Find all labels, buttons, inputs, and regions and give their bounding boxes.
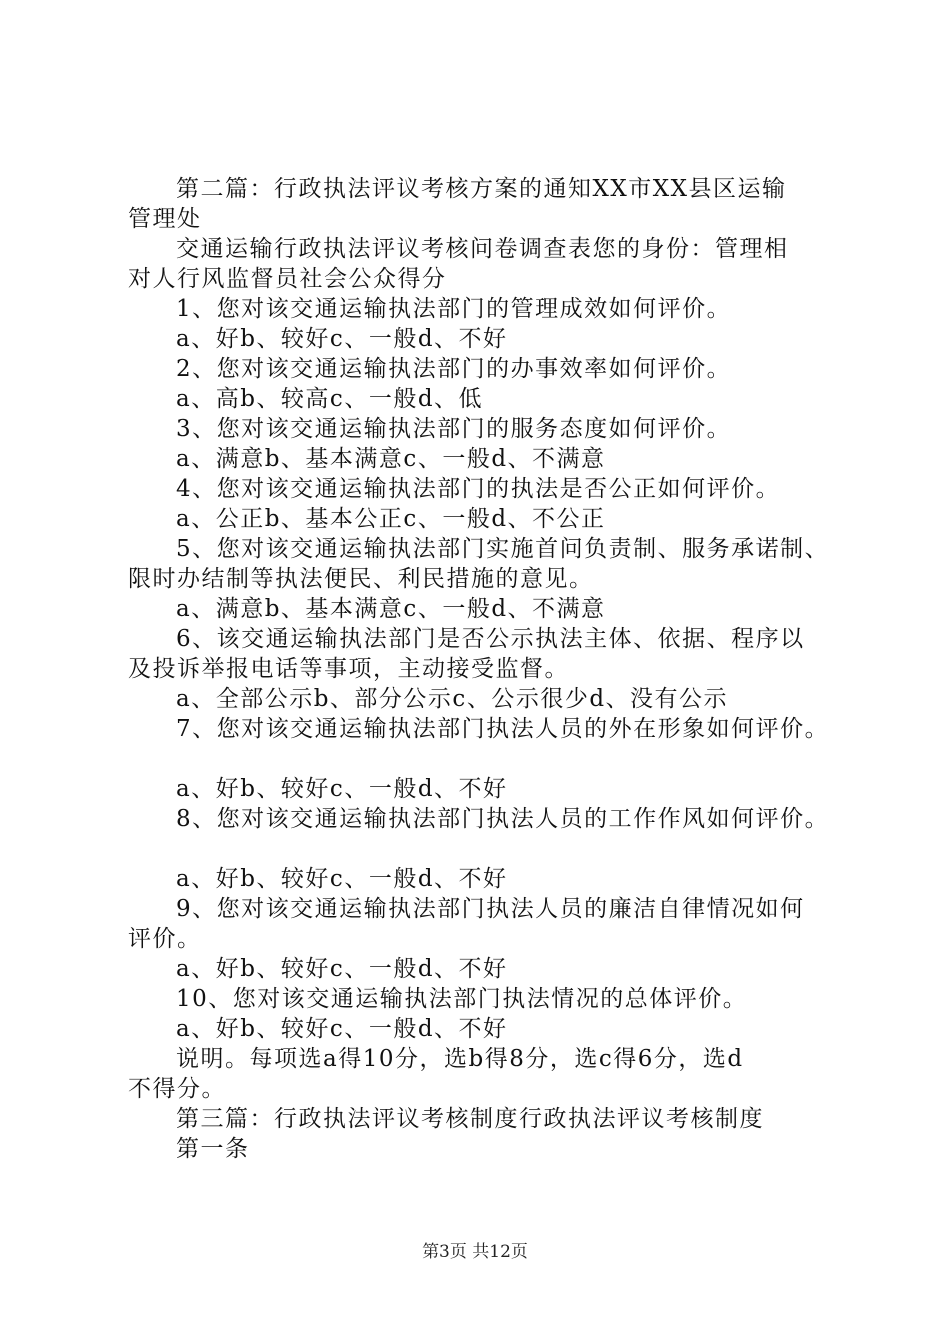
options-line: a、好b、较好c、一般d、不好: [176, 956, 508, 982]
question-line: 10、您对该交通运输执法部门执法情况的总体评价。: [176, 986, 748, 1012]
page-number: 第3页 共12页: [422, 1242, 528, 1262]
question-line: 1、您对该交通运输执法部门的管理成效如何评价。: [176, 296, 732, 322]
text-line: 第二篇：行政执法评议考核方案的通知XX市XX县区运输: [176, 176, 787, 202]
options-line: a、好b、较好c、一般d、不好: [176, 326, 508, 352]
question-line: 7、您对该交通运输执法部门执法人员的外在形象如何评价。: [176, 716, 830, 742]
scoring-note-line: 说明。每项选a得10分，选b得8分，选c得6分，选d: [176, 1046, 744, 1072]
question-line: 2、您对该交通运输执法部门的办事效率如何评价。: [176, 356, 732, 382]
article-line: 第一条: [176, 1136, 250, 1162]
question-line: 6、该交通运输执法部门是否公示执法主体、依据、程序以: [176, 626, 805, 652]
question-line: 评价。: [128, 926, 202, 952]
section-heading-line: 第三篇：行政执法评议考核制度行政执法评议考核制度: [176, 1106, 764, 1132]
options-line: a、满意b、基本满意c、一般d、不满意: [176, 446, 606, 472]
options-line: a、好b、较好c、一般d、不好: [176, 866, 508, 892]
blank-line: [128, 834, 833, 864]
options-line: a、全部公示b、部分公示c、公示很少d、没有公示: [176, 686, 729, 712]
options-line: a、满意b、基本满意c、一般d、不满意: [176, 596, 606, 622]
scoring-note-line: 不得分。: [128, 1076, 226, 1102]
options-line: a、高b、较高c、一般d、低: [176, 386, 484, 412]
question-line: 8、您对该交通运输执法部门执法人员的工作作风如何评价。: [176, 806, 830, 832]
text-line: 管理处: [128, 206, 202, 232]
options-line: a、好b、较好c、一般d、不好: [176, 1016, 508, 1042]
options-line: a、公正b、基本公正c、一般d、不公正: [176, 506, 606, 532]
page-footer: [0, 1241, 950, 1263]
blank-line: [128, 744, 833, 774]
question-line: 4、您对该交通运输执法部门的执法是否公正如何评价。: [176, 476, 781, 502]
question-line: 3、您对该交通运输执法部门的服务态度如何评价。: [176, 416, 732, 442]
text-line: 对人行风监督员社会公众得分: [128, 266, 447, 292]
text-line: 交通运输行政执法评议考核问卷调查表您的身份：管理相: [176, 236, 789, 262]
question-line: 及投诉举报电话等事项，主动接受监督。: [128, 656, 569, 682]
options-line: a、好b、较好c、一般d、不好: [176, 776, 508, 802]
question-line: 9、您对该交通运输执法部门执法人员的廉洁自律情况如何: [176, 896, 805, 922]
question-line: 限时办结制等执法便民、利民措施的意见。: [128, 566, 594, 592]
question-line: 5、您对该交通运输执法部门实施首问负责制、服务承诺制、: [176, 536, 830, 562]
document-body: [128, 174, 833, 1164]
